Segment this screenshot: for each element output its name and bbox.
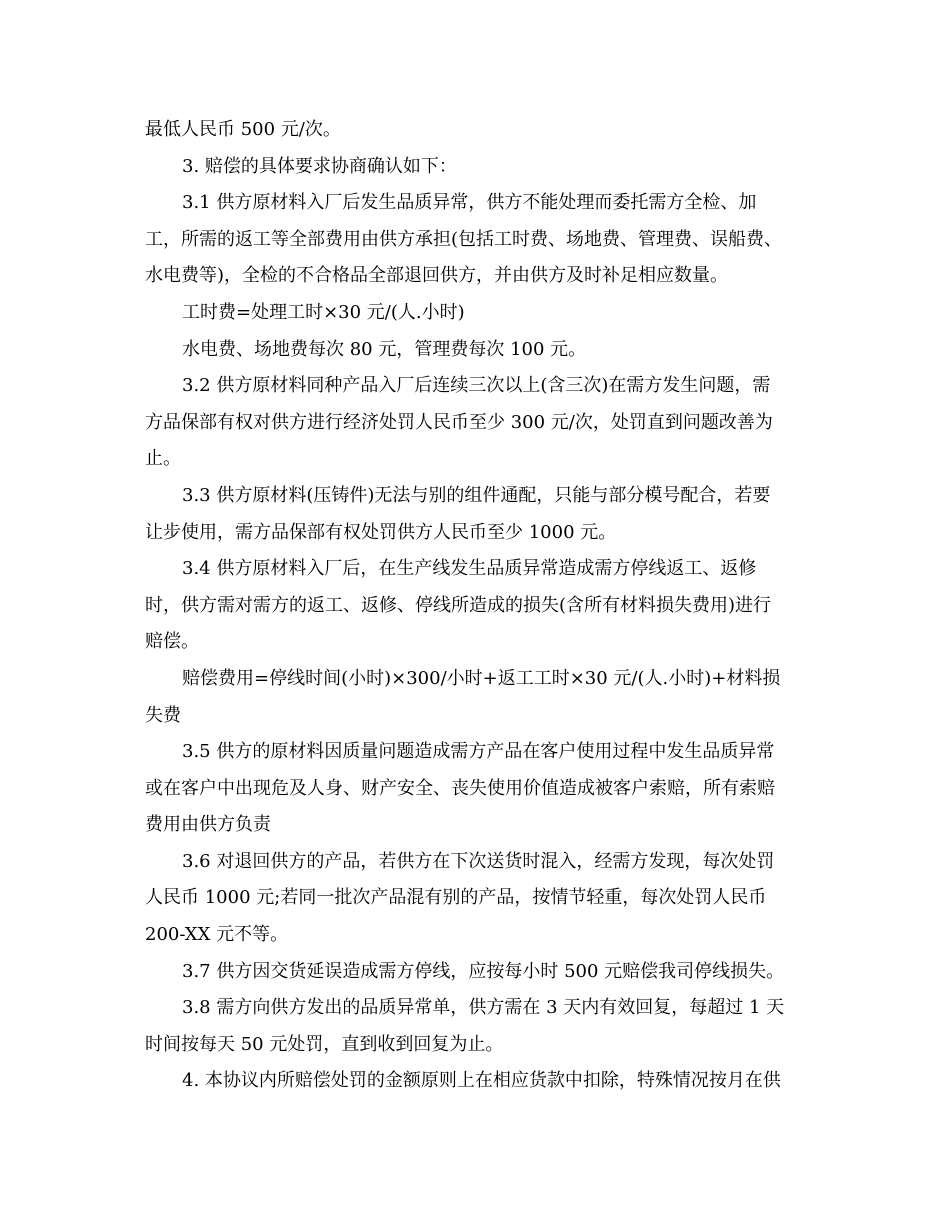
text-line: 3.6 对退回供方的产品，若供方在下次送货时混入，经需方发现，每次处罚: [182, 850, 775, 872]
text-line: 赔偿。: [145, 631, 199, 653]
text-line: 时，供方需对需方的返工、返修、停线所造成的损失(含所有材料损失费用)进行: [145, 594, 772, 616]
text-line: 人民币 1000 元;若同一批次产品混有别的产品，按情节轻重，每次处罚人民币: [145, 887, 767, 909]
text-line: 赔偿费用=停线时间(小时)×300/小时+返工工时×30 元/(人.小时)+材料损: [182, 667, 781, 689]
text-line: 3.7 供方因交货延误造成需方停线，应按每小时 500 元赔偿我司停线损失。: [182, 960, 785, 982]
text-line: 200-XX 元不等。: [145, 924, 289, 946]
text-line: 3.3 供方原材料(压铸件)无法与别的组件通配，只能与部分模号配合，若要: [182, 484, 771, 506]
text-line: 4. 本协议内所赔偿处罚的金额原则上在相应货款中扣除，特殊情况按月在供: [182, 1070, 781, 1092]
text-line: 让步使用，需方品保部有权处罚供方人民币至少 1000 元。: [145, 521, 617, 543]
text-line: 3.2 供方原材料同种产品入厂后连续三次以上(含三次)在需方发生问题，需: [182, 375, 771, 397]
text-line: 水电费等)，全检的不合格品全部退回供方，并由供方及时补足相应数量。: [145, 265, 729, 287]
text-line: 最低人民币 500 元/次。: [145, 119, 341, 140]
text-line: 方品保部有权对供方进行经济处罚人民币至少 300 元/次，处罚直到问题改善为: [145, 411, 773, 433]
text-line: 水电费、场地费每次 80 元，管理费每次 100 元。: [182, 338, 587, 360]
text-line: 止。: [145, 448, 181, 470]
text-line: 3.8 需方向供方发出的品质异常单，供方需在 3 天内有效回复，每超过 1 天: [182, 997, 785, 1019]
text-line: 3.4 供方原材料入厂后，在生产线发生品质异常造成需方停线返工、返修: [182, 558, 757, 580]
text-line: 3. 赔偿的具体要求协商确认如下：: [182, 155, 457, 177]
text-line: 时间按每天 50 元处罚，直到收到回复为止。: [145, 1033, 504, 1055]
document-body: [145, 112, 805, 1100]
text-line: 工时费=处理工时×30 元/(人.小时): [182, 301, 465, 323]
text-line: 3.1 供方原材料入厂后发生品质异常，供方不能处理而委托需方全检、加: [182, 192, 757, 214]
text-line: 或在客户中出现危及人身、财产安全、丧失使用价值造成被客户索赔，所有索赔: [145, 777, 775, 799]
text-line: 工，所需的返工等全部费用由供方承担(包括工时费、场地费、管理费、误船费、: [145, 228, 783, 250]
text-line: 3.5 供方的原材料因质量问题造成需方产品在客户使用过程中发生品质异常: [182, 741, 775, 763]
text-line: 失费: [145, 704, 181, 726]
text-line: 费用由供方负责: [145, 814, 271, 836]
